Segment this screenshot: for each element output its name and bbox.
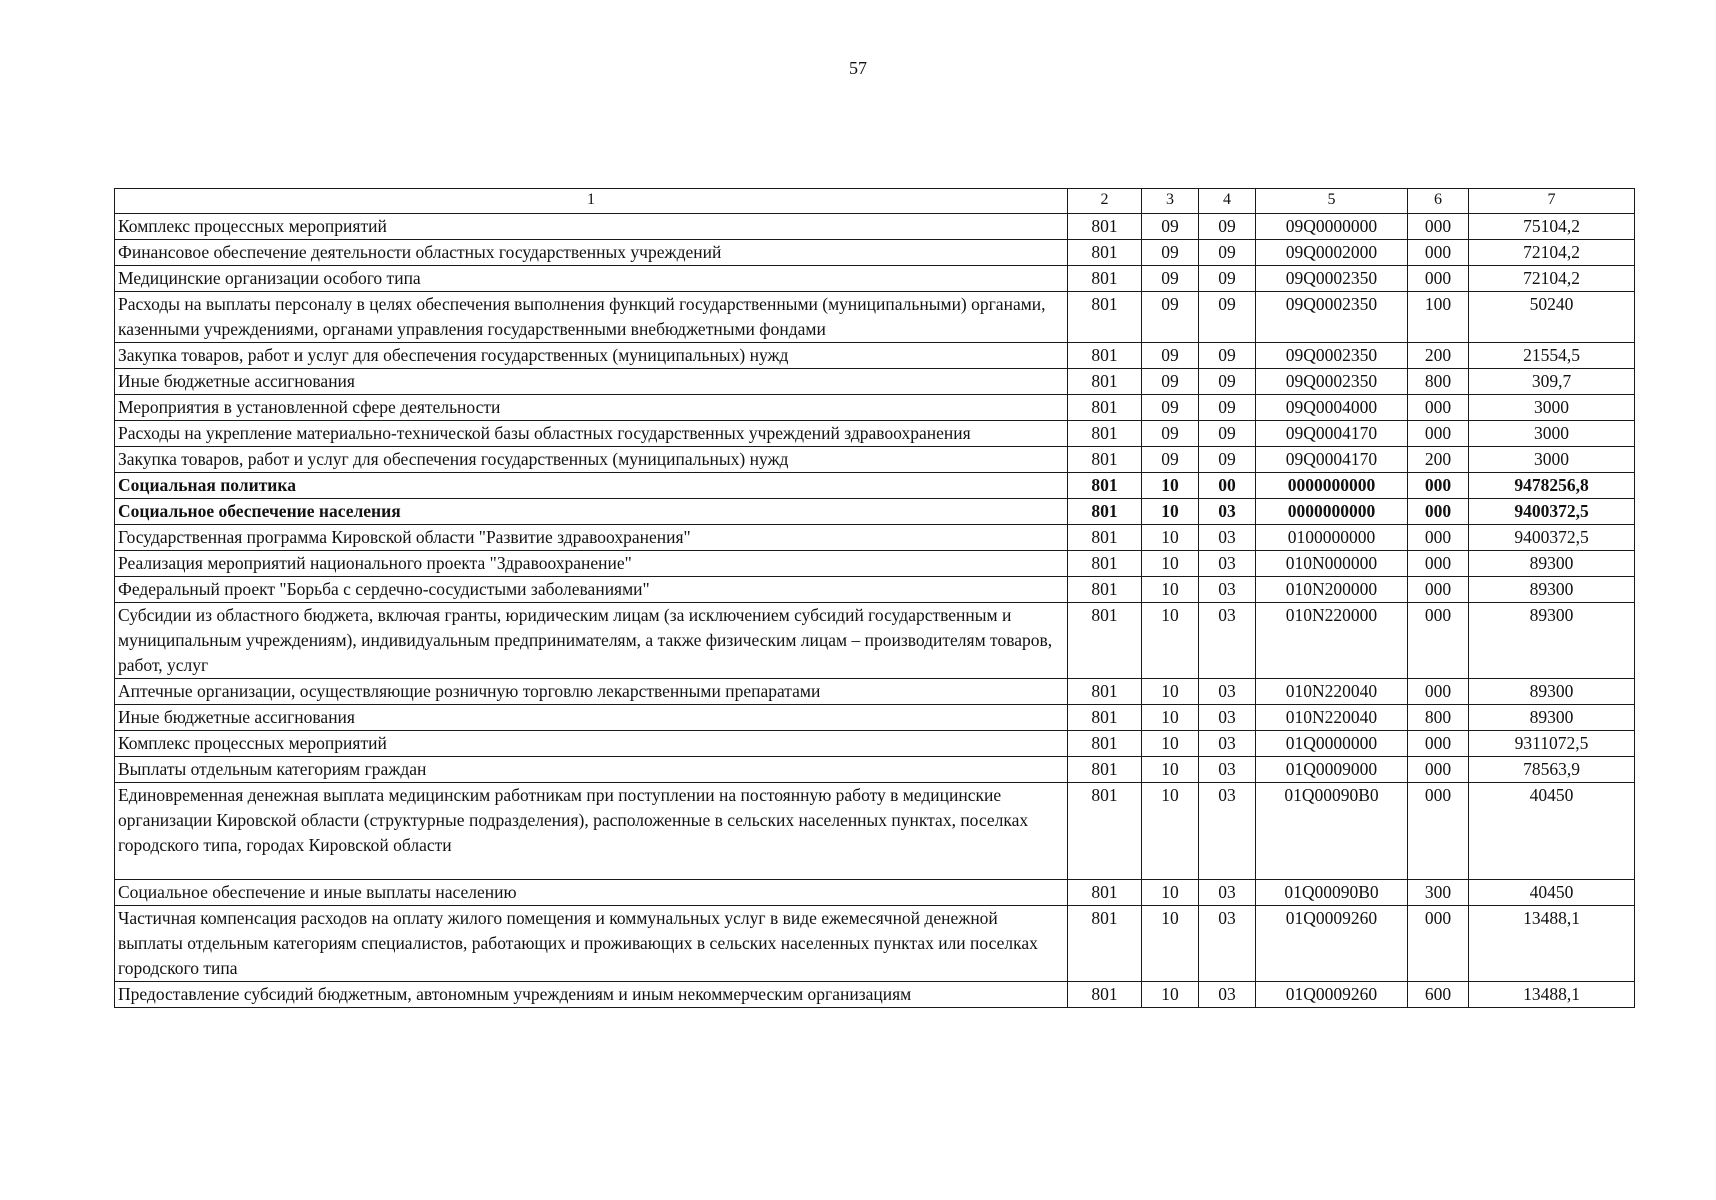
ministry-code-cell: 801 [1068,473,1142,499]
target-article-cell: 09Q0002000 [1256,240,1408,266]
section-code-cell: 10 [1142,473,1199,499]
amount-cell: 89300 [1469,705,1635,731]
ministry-code-cell: 801 [1068,603,1142,679]
row-name-cell: Финансовое обеспечение деятельности областных государственных учреждений [115,240,1068,266]
table-row [115,982,1635,1008]
ministry-code-cell: 801 [1068,499,1142,525]
subsection-code-cell: 03 [1199,731,1256,757]
row-name-cell: Социальное обеспечение и иные выплаты населению [115,880,1068,906]
expense-type-cell: 000 [1408,757,1469,783]
amount-cell: 72104,2 [1469,266,1635,292]
row-name-cell: Комплекс процессных мероприятий [115,214,1068,240]
target-article-cell: 0100000000 [1256,525,1408,551]
section-code-cell: 09 [1142,266,1199,292]
table-row [115,447,1635,473]
section-code-cell: 09 [1142,343,1199,369]
expense-type-cell: 000 [1408,577,1469,603]
table-row [115,783,1635,880]
header-cell: 5 [1256,189,1408,214]
target-article-cell: 010N220040 [1256,679,1408,705]
table-row [115,240,1635,266]
target-article-cell: 01Q0009260 [1256,906,1408,982]
expense-type-cell: 600 [1408,982,1469,1008]
section-code-cell: 10 [1142,757,1199,783]
target-article-cell: 01Q00090B0 [1256,783,1408,880]
section-code-cell: 09 [1142,292,1199,343]
subsection-code-cell: 03 [1199,880,1256,906]
ministry-code-cell: 801 [1068,705,1142,731]
subsection-code-cell: 09 [1199,266,1256,292]
row-name-cell: Закупка товаров, работ и услуг для обеспечения государственных (муниципальных) нужд [115,343,1068,369]
target-article-cell: 010N200000 [1256,577,1408,603]
section-code-cell: 09 [1142,447,1199,473]
table-row [115,603,1635,679]
subsection-code-cell: 00 [1199,473,1256,499]
target-article-cell: 09Q0004170 [1256,447,1408,473]
table-row [115,731,1635,757]
amount-cell: 50240 [1469,292,1635,343]
table-row [115,705,1635,731]
expense-type-cell: 000 [1408,906,1469,982]
expense-type-cell: 000 [1408,731,1469,757]
row-name-cell: Комплекс процессных мероприятий [115,731,1068,757]
target-article-cell: 010N220000 [1256,603,1408,679]
amount-cell: 9478256,8 [1469,473,1635,499]
expense-type-cell: 000 [1408,214,1469,240]
target-article-cell: 09Q0002350 [1256,343,1408,369]
amount-cell: 89300 [1469,679,1635,705]
amount-cell: 3000 [1469,421,1635,447]
table-row [115,395,1635,421]
row-name-cell: Социальное обеспечение населения [115,499,1068,525]
target-article-cell: 09Q0002350 [1256,369,1408,395]
ministry-code-cell: 801 [1068,551,1142,577]
expense-type-cell: 000 [1408,525,1469,551]
amount-cell: 89300 [1469,551,1635,577]
row-name-cell: Федеральный проект "Борьба с сердечно-сосудистыми заболеваниями" [115,577,1068,603]
expense-type-cell: 000 [1408,551,1469,577]
ministry-code-cell: 801 [1068,880,1142,906]
expense-type-cell: 800 [1408,369,1469,395]
target-article-cell: 010N000000 [1256,551,1408,577]
table-row [115,551,1635,577]
ministry-code-cell: 801 [1068,906,1142,982]
ministry-code-cell: 801 [1068,783,1142,880]
table-row [115,266,1635,292]
section-code-cell: 10 [1142,906,1199,982]
target-article-cell: 09Q0004170 [1256,421,1408,447]
ministry-code-cell: 801 [1068,447,1142,473]
subsection-code-cell: 03 [1199,705,1256,731]
row-name-cell: Иные бюджетные ассигнования [115,705,1068,731]
target-article-cell: 01Q0000000 [1256,731,1408,757]
amount-cell: 78563,9 [1469,757,1635,783]
ministry-code-cell: 801 [1068,577,1142,603]
section-code-cell: 09 [1142,395,1199,421]
target-article-cell: 01Q0009000 [1256,757,1408,783]
target-article-cell: 09Q0002350 [1256,266,1408,292]
subsection-code-cell: 03 [1199,525,1256,551]
expense-type-cell: 000 [1408,266,1469,292]
ministry-code-cell: 801 [1068,292,1142,343]
ministry-code-cell: 801 [1068,369,1142,395]
header-cell: 2 [1068,189,1142,214]
header-cell: 7 [1469,189,1635,214]
row-name-cell: Медицинские организации особого типа [115,266,1068,292]
amount-cell: 21554,5 [1469,343,1635,369]
section-code-cell: 10 [1142,679,1199,705]
row-name-cell: Иные бюджетные ассигнования [115,369,1068,395]
section-code-cell: 10 [1142,880,1199,906]
section-code-cell: 10 [1142,783,1199,880]
target-article-cell: 0000000000 [1256,473,1408,499]
expense-type-cell: 200 [1408,343,1469,369]
amount-cell: 309,7 [1469,369,1635,395]
row-name-cell: Субсидии из областного бюджета, включая гранты, юридическим лицам (за исключением субсидий государственным и муниципальным учреждениям), индивидуальным предпринимателям, а также физическим лицам – производителям товаров, работ, услуг [115,603,1068,679]
row-name-cell: Выплаты отдельным категориям граждан [115,757,1068,783]
ministry-code-cell: 801 [1068,240,1142,266]
row-name-cell: Государственная программа Кировской области "Развитие здравоохранения" [115,525,1068,551]
row-name-cell: Частичная компенсация расходов на оплату жилого помещения и коммунальных услуг в виде ежемесячной денежной выплаты отдельным категориям специалистов, работающих и проживающих в сельских населенных пунктах или поселках городского типа [115,906,1068,982]
subsection-code-cell: 09 [1199,421,1256,447]
row-name-cell: Социальная политика [115,473,1068,499]
target-article-cell: 09Q0002350 [1256,292,1408,343]
table-row [115,214,1635,240]
subsection-code-cell: 03 [1199,499,1256,525]
amount-cell: 13488,1 [1469,906,1635,982]
amount-cell: 89300 [1469,603,1635,679]
ministry-code-cell: 801 [1068,757,1142,783]
subsection-code-cell: 09 [1199,214,1256,240]
budget-table [114,188,1635,1008]
subsection-code-cell: 09 [1199,447,1256,473]
expense-type-cell: 200 [1408,447,1469,473]
table-row [115,679,1635,705]
expense-type-cell: 000 [1408,499,1469,525]
table-row [115,292,1635,343]
header-cell: 1 [115,189,1068,214]
table-row [115,369,1635,395]
table-row [115,473,1635,499]
header-row [115,189,1635,214]
table-body [115,189,1635,1008]
expense-type-cell: 000 [1408,603,1469,679]
target-article-cell: 010N220040 [1256,705,1408,731]
header-cell: 3 [1142,189,1199,214]
expense-type-cell: 000 [1408,395,1469,421]
subsection-code-cell: 03 [1199,551,1256,577]
row-name-cell: Расходы на укрепление материально-технической базы областных государственных учреждений здравоохранения [115,421,1068,447]
subsection-code-cell: 03 [1199,783,1256,880]
table-row [115,577,1635,603]
amount-cell: 9400372,5 [1469,525,1635,551]
amount-cell: 3000 [1469,395,1635,421]
section-code-cell: 10 [1142,603,1199,679]
expense-type-cell: 800 [1408,705,1469,731]
target-article-cell: 09Q0004000 [1256,395,1408,421]
amount-cell: 13488,1 [1469,982,1635,1008]
ministry-code-cell: 801 [1068,395,1142,421]
ministry-code-cell: 801 [1068,731,1142,757]
section-code-cell: 09 [1142,240,1199,266]
page-number: 57 [849,58,867,78]
table-row [115,757,1635,783]
amount-cell: 75104,2 [1469,214,1635,240]
section-code-cell: 09 [1142,369,1199,395]
section-code-cell: 10 [1142,551,1199,577]
ministry-code-cell: 801 [1068,343,1142,369]
subsection-code-cell: 09 [1199,343,1256,369]
target-article-cell: 09Q0000000 [1256,214,1408,240]
amount-cell: 40450 [1469,880,1635,906]
subsection-code-cell: 03 [1199,679,1256,705]
header-cell: 4 [1199,189,1256,214]
section-code-cell: 10 [1142,499,1199,525]
section-code-cell: 09 [1142,214,1199,240]
amount-cell: 9400372,5 [1469,499,1635,525]
row-name-cell: Закупка товаров, работ и услуг для обеспечения государственных (муниципальных) нужд [115,447,1068,473]
section-code-cell: 10 [1142,705,1199,731]
subsection-code-cell: 09 [1199,395,1256,421]
amount-cell: 89300 [1469,577,1635,603]
target-article-cell: 0000000000 [1256,499,1408,525]
subsection-code-cell: 09 [1199,292,1256,343]
subsection-code-cell: 03 [1199,982,1256,1008]
ministry-code-cell: 801 [1068,266,1142,292]
subsection-code-cell: 03 [1199,603,1256,679]
expense-type-cell: 000 [1408,240,1469,266]
ministry-code-cell: 801 [1068,421,1142,447]
target-article-cell: 01Q00090B0 [1256,880,1408,906]
ministry-code-cell: 801 [1068,982,1142,1008]
table-row [115,343,1635,369]
row-name-cell: Расходы на выплаты персоналу в целях обеспечения выполнения функций государственными (муниципальными) органами, казенными учреждениями, органами управления государственными внебюджетными фондами [115,292,1068,343]
expense-type-cell: 000 [1408,473,1469,499]
table-row [115,525,1635,551]
expense-type-cell: 000 [1408,679,1469,705]
amount-cell: 9311072,5 [1469,731,1635,757]
amount-cell: 3000 [1469,447,1635,473]
ministry-code-cell: 801 [1068,525,1142,551]
section-code-cell: 09 [1142,421,1199,447]
subsection-code-cell: 09 [1199,240,1256,266]
row-name-cell: Мероприятия в установленной сфере деятельности [115,395,1068,421]
ministry-code-cell: 801 [1068,679,1142,705]
expense-type-cell: 000 [1408,421,1469,447]
table-row [115,499,1635,525]
row-name-cell: Аптечные организации, осуществляющие розничную торговлю лекарственными препаратами [115,679,1068,705]
row-name-cell: Реализация мероприятий национального проекта "Здравоохранение" [115,551,1068,577]
amount-cell: 40450 [1469,783,1635,880]
section-code-cell: 10 [1142,982,1199,1008]
amount-cell: 72104,2 [1469,240,1635,266]
section-code-cell: 10 [1142,525,1199,551]
ministry-code-cell: 801 [1068,214,1142,240]
row-name-cell: Единовременная денежная выплата медицинским работникам при поступлении на постоянную работу в медицинские организации Кировской области (структурные подразделения), расположенные в сельских населенных пунктах, поселках городского типа, городах Кировской области [115,783,1068,880]
section-code-cell: 10 [1142,731,1199,757]
subsection-code-cell: 03 [1199,577,1256,603]
table-row [115,421,1635,447]
expense-type-cell: 100 [1408,292,1469,343]
subsection-code-cell: 03 [1199,906,1256,982]
row-name-cell: Предоставление субсидий бюджетным, автономным учреждениям и иным некоммерческим организациям [115,982,1068,1008]
table-row [115,880,1635,906]
subsection-code-cell: 09 [1199,369,1256,395]
expense-type-cell: 000 [1408,783,1469,880]
subsection-code-cell: 03 [1199,757,1256,783]
table-row [115,906,1635,982]
header-cell: 6 [1408,189,1469,214]
section-code-cell: 10 [1142,577,1199,603]
target-article-cell: 01Q0009260 [1256,982,1408,1008]
expense-type-cell: 300 [1408,880,1469,906]
